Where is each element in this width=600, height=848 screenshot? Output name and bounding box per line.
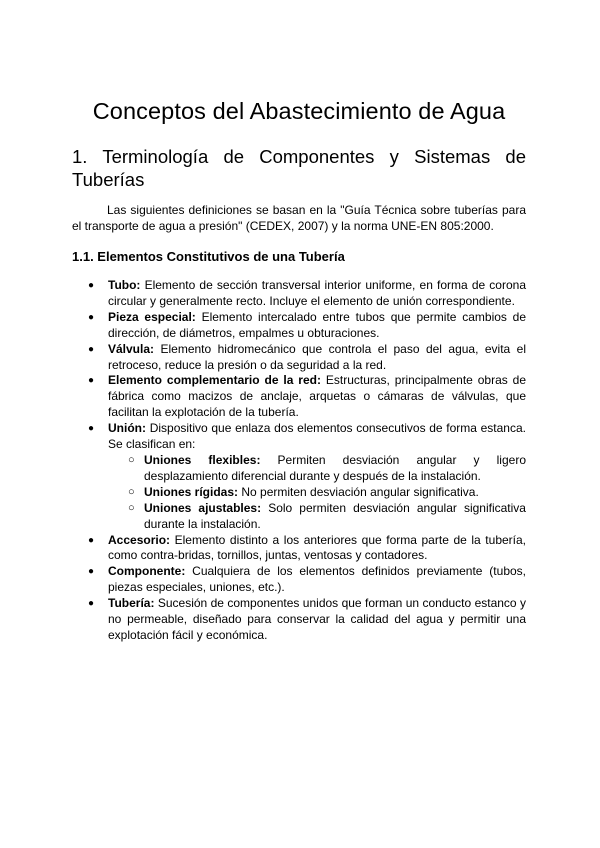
sublist-item-uniones-flexibles — [108, 453, 526, 485]
term: Unión: — [108, 421, 146, 436]
sub-bullet-icon: ○ — [128, 501, 135, 514]
definition: Cualquiera de los elementos definidos previamente (tubos, piezas especiales, uniones, etc.). — [108, 564, 526, 595]
bullet-icon: ● — [88, 566, 95, 578]
bullet-icon: ● — [88, 423, 95, 435]
term: Tubo: — [108, 278, 141, 292]
section-heading — [72, 145, 526, 191]
bullet-icon: ● — [88, 343, 95, 355]
definition: Elemento de sección transversal interior uniforme, en forma de corona circular y generalmente recto. Incluye el elemento de unión correspondiente. — [108, 278, 526, 308]
definition: Estructuras, principalmente obras de fábrica como macizos de anclaje, arquetas o cámaras de válvulas, que facilitan la explotación de la tubería. — [108, 373, 526, 420]
list-item-tuberia — [72, 596, 526, 644]
intro-paragraph: Las siguientes definiciones se basan en la "Guía Técnica sobre tuberías para el transporte de agua a presión" (CEDEX, 2007) y la norma UNE-EN 805:2000. — [72, 203, 526, 233]
union-sublist — [108, 453, 526, 533]
sub-bullet-icon: ○ — [128, 485, 135, 498]
definition: Elemento intercalado entre tubos que permite cambios de dirección, de diámetros, empalmes u obturaciones. — [108, 309, 527, 340]
bullet-icon: ● — [88, 375, 95, 387]
sublist-item-uniones-ajustables — [108, 501, 526, 533]
term: Uniones flexibles: — [144, 452, 261, 467]
term: Accesorio: — [108, 532, 171, 547]
list-item-pieza-especial — [72, 310, 526, 342]
definition: Permiten desviación angular y ligero desplazamiento diferencial durante y después de la instalación. — [144, 452, 526, 483]
list-item-union — [72, 421, 526, 532]
list-item-valvula — [72, 342, 526, 374]
term: Uniones ajustables: — [144, 500, 262, 515]
subsection-heading: 1.1. Elementos Constitutivos de una Tubería — [72, 249, 345, 264]
term: Tubería: — [108, 596, 155, 611]
term: Elemento complementario de la red: — [108, 373, 321, 388]
page-title: Conceptos del Abastecimiento de Agua — [92, 98, 506, 124]
term: Uniones rígidas: — [144, 484, 239, 499]
definition: Solo permiten desviación angular significativa durante la instalación. — [144, 500, 526, 531]
term: Pieza especial: — [108, 309, 196, 324]
list-item-tubo — [72, 278, 526, 310]
bullet-icon: ● — [88, 311, 95, 323]
bullet-icon: ● — [88, 534, 95, 546]
bullet-icon: ● — [88, 280, 95, 291]
list-item-elemento-complementario — [72, 373, 526, 421]
definition: Elemento distinto a los anteriores que forma parte de la tubería, como contra-bridas, tornillos, juntas, ventosas y contadores. — [108, 532, 526, 563]
definition: Elemento hidromecánico que controla el paso del agua, evita el retroceso, reduce la presión o da seguridad a la red. — [108, 341, 527, 372]
section-heading-line1: 1. Terminología de Componentes y Sistemas de — [72, 146, 526, 167]
list-item-accesorio — [72, 533, 526, 565]
term: Válvula: — [108, 341, 155, 356]
definition: Sucesión de componentes unidos que forman un conducto estanco y no permeable, diseñado para conservar la calidad del agua y permitir una explotación fácil y económica. — [108, 596, 526, 642]
sub-bullet-icon: ○ — [128, 453, 135, 466]
definition: Dispositivo que enlaza dos elementos consecutivos de forma estanca. Se clasifican en: — [108, 421, 526, 452]
definitions-list — [72, 278, 526, 644]
sublist-item-uniones-rigidas — [108, 485, 526, 501]
bullet-icon: ● — [88, 598, 95, 610]
section-heading-line2: Tuberías — [72, 169, 145, 190]
term: Componente: — [108, 564, 186, 579]
list-item-componente — [72, 564, 526, 596]
definition: No permiten desviación angular significativa. — [241, 484, 479, 499]
